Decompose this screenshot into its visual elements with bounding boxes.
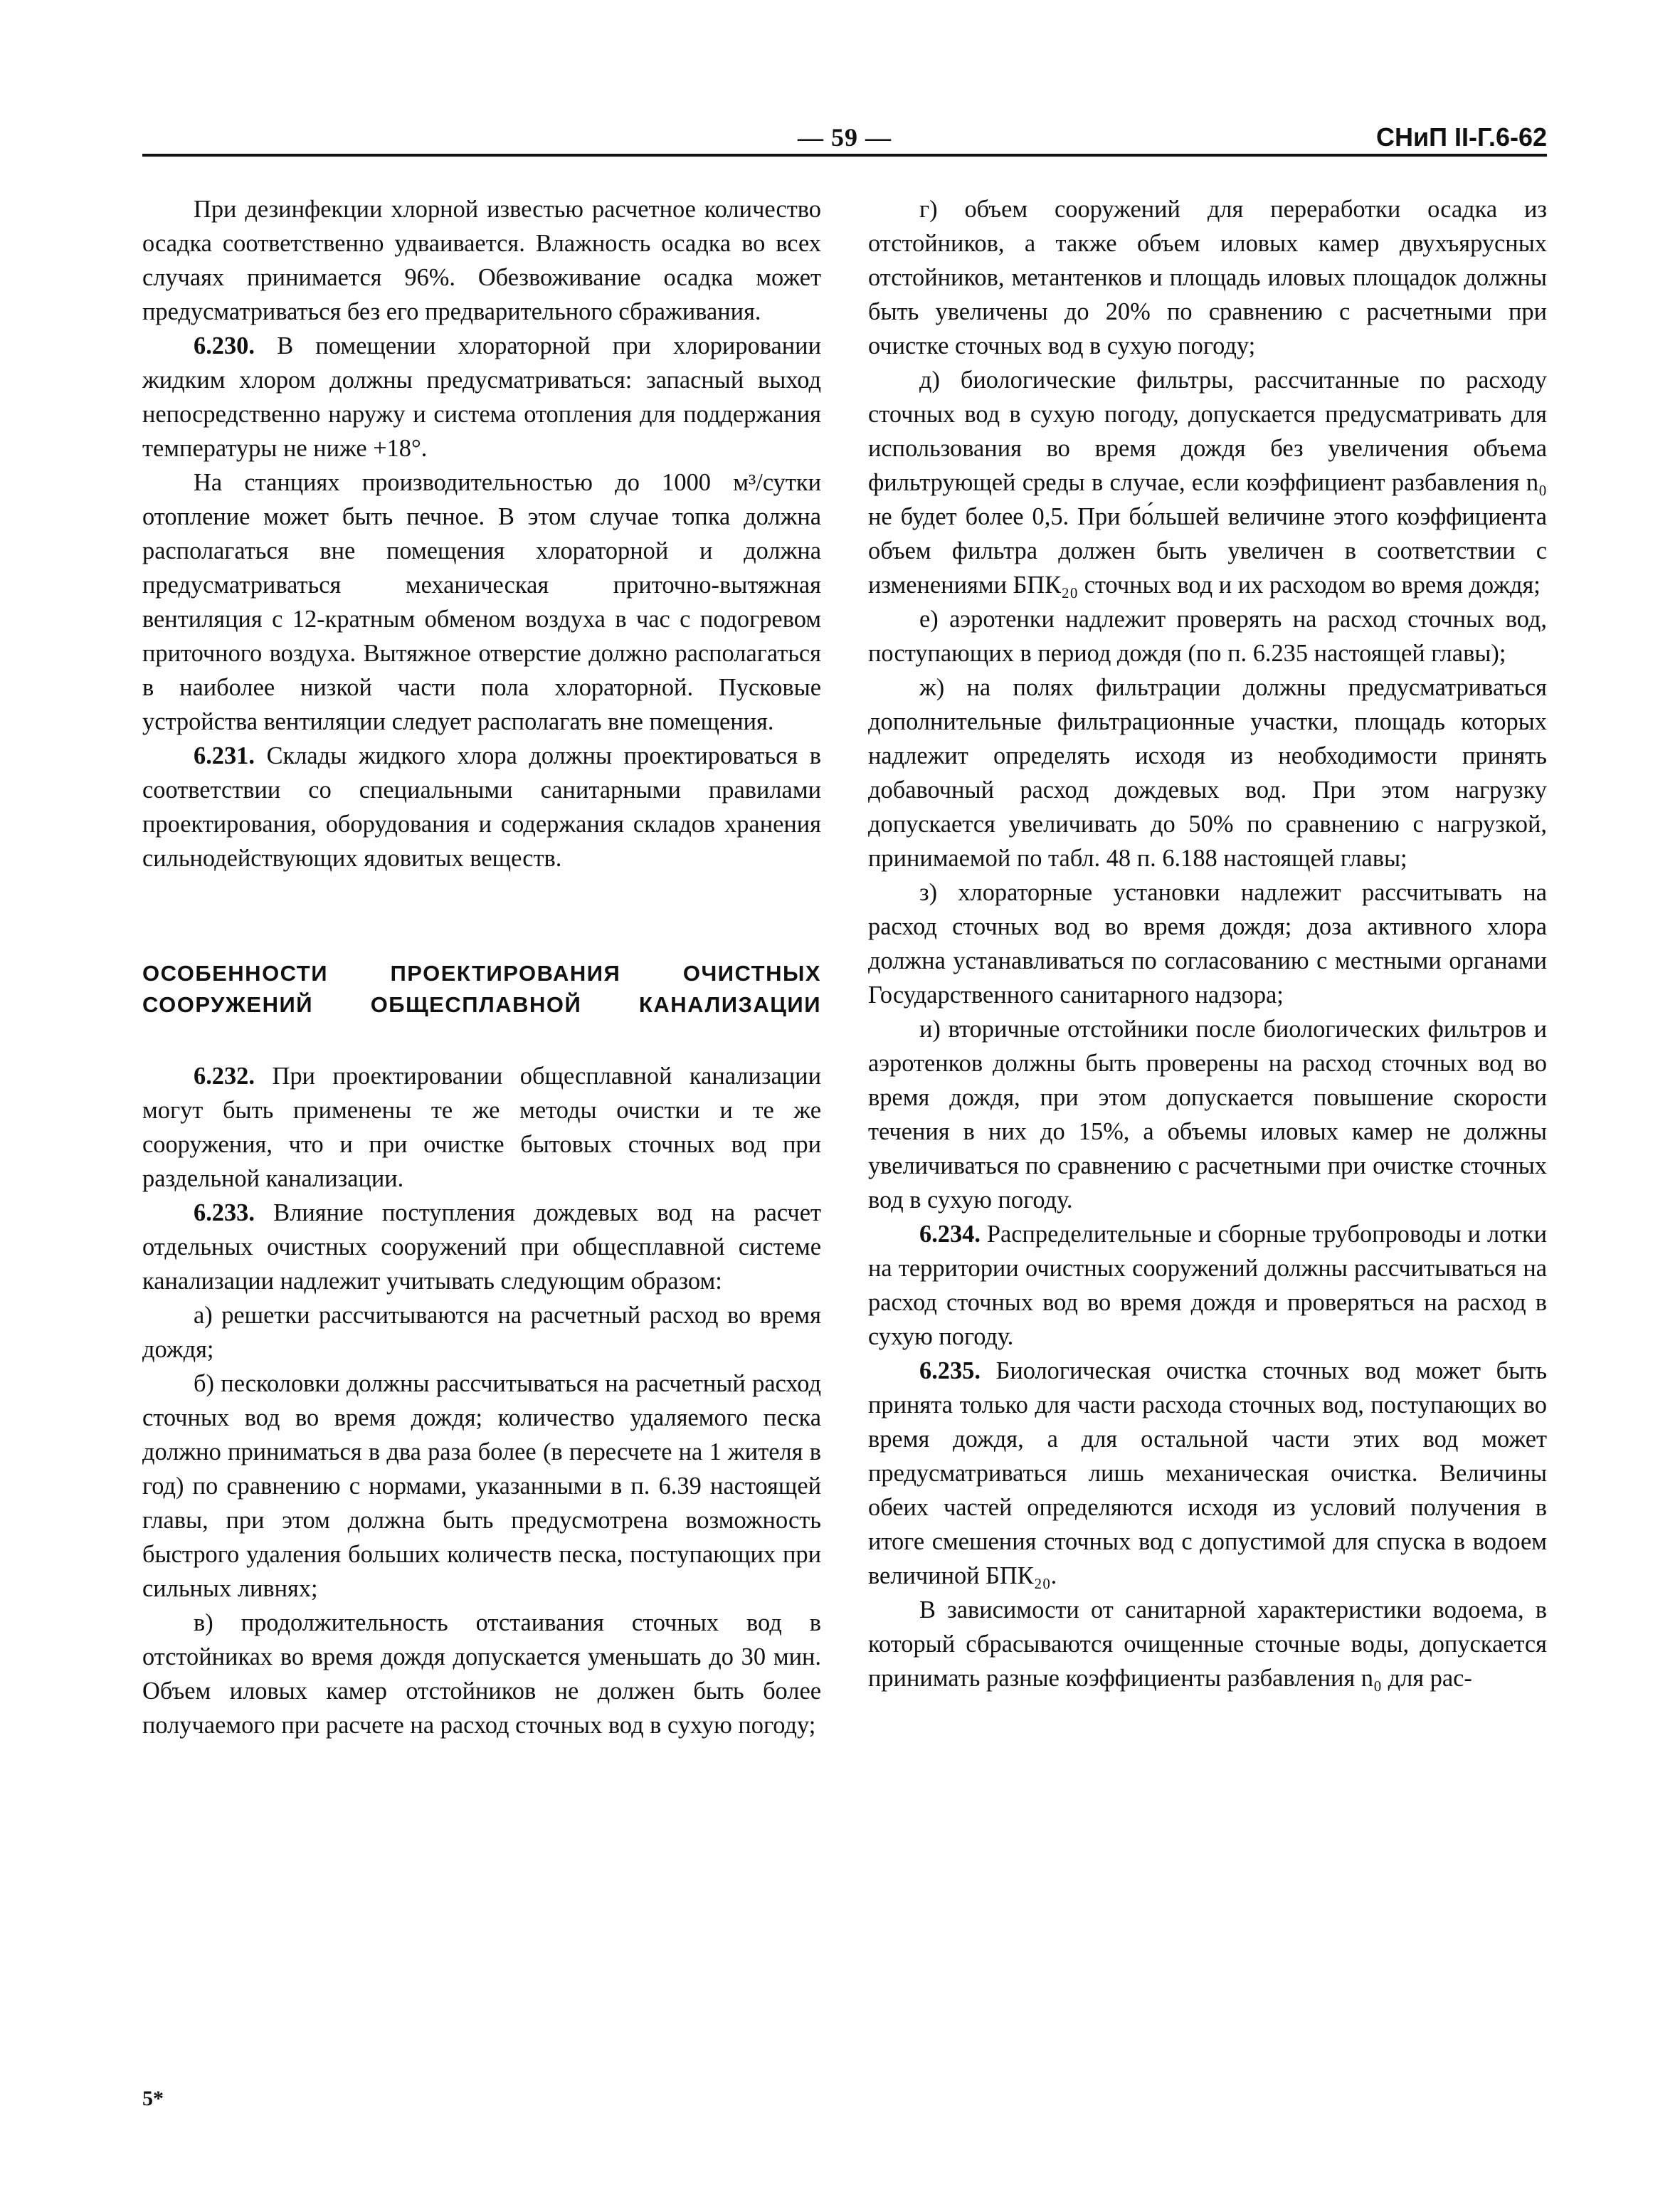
section-number: 6.234. xyxy=(919,1221,981,1248)
paragraph-text: Биологическая очистка сточных вод может быть принята только для части расхода сточных вод, поступающих во время дождя, а для остальной части этих вод может предусматриваться лишь механическая очистка. Величины обеих частей определяются исходя из условий получения в итоге смешения сточных вод с допустимой для спуска в водоем величиной БПК₂₀. xyxy=(868,1357,1547,1589)
list-item: в) продолжительность отстаивания сточных вод в отстойниках во время дождя допускается уменьшать до 30 мин. Объем иловых камер отстойников не должен быть более получаемого при расчете на расход сточных вод в сухую погоду; xyxy=(142,1609,821,1739)
header-rule xyxy=(142,154,1547,157)
section-number: 6.231. xyxy=(194,742,255,769)
paragraph-6-230 xyxy=(142,329,821,465)
paragraph: На станциях производительностью до 1000 м³/сутки отопление может быть печное. В этом случае топка должна располагаться вне помещения хлораторной и должна предусматриваться механическая приточно-вытяжная вентиляция с 12-кратным обменом воздуха в час с подогревом приточного воздуха. Вытяжное отверстие должно располагаться в наиболее низкой части пола хлораторной. Пусковые устройства вентиляции следует располагать вне помещения. xyxy=(142,469,821,735)
list-item: д) биологические фильтры, рассчитанные по расходу сточных вод в сухую погоду, допускается предусматривать для использования во время дождя без увеличения объема фильтрующей среды в случае, если коэффициент разбавления n₀ не будет более 0,5. При бо́льшей величине этого коэффициента объем фильтра должен быть увеличен в соответствии с изменениями БПК₂₀ сточных вод и их расходом во время дождя; xyxy=(868,367,1547,599)
page-number: — 59 — xyxy=(798,123,892,152)
paragraph-6-234 xyxy=(868,1217,1547,1354)
paragraph-text: В помещении хлораторной при хлорировании жидким хлором должны предусматриваться: запасный выход непосредственно наружу и система отопления для поддержания температуры не ниже +18°. xyxy=(142,332,821,462)
paragraph-text: Распределительные и сборные трубопроводы и лотки на территории очистных сооружений должны рассчитываться на расход сточных вод во время дождя и проверяться на расход в сухую погоду. xyxy=(868,1221,1547,1350)
paragraph-text: Склады жидкого хлора должны проектироваться в соответствии со специальными санитарными правилами проектирования, оборудования и содержания складов хранения сильнодействующих ядовитых веществ. xyxy=(142,742,821,872)
list-item: е) аэротенки надлежит проверять на расход сточных вод, поступающих в период дождя (по п. 6.235 настоящей главы); xyxy=(868,606,1547,667)
paragraph-6-231 xyxy=(142,739,821,875)
paragraph-6-235 xyxy=(868,1354,1547,1593)
heading-line: СООРУЖЕНИЙ ОБЩЕСПЛАВНОЙ КАНАЛИЗАЦИИ xyxy=(142,992,821,1017)
section-number: 6.235. xyxy=(919,1357,981,1384)
left-column xyxy=(142,192,821,1742)
paragraph-text: Влияние поступления дождевых вод на расчет отдельных очистных сооружений при общесплавной системе канализации надлежит учитывать следующим образом: xyxy=(142,1199,821,1295)
paragraph-6-232 xyxy=(142,1059,821,1196)
list-item: ж) на полях фильтрации должны предусматриваться дополнительные фильтрационные участки, площадь которых надлежит определять исходя из необходимости принять добавочный расход дождевых вод. При этом нагрузку допускается увеличивать до 50% по сравнению с нагрузкой, принимаемой по табл. 48 п. 6.188 настоящей главы; xyxy=(868,674,1547,872)
section-number: 6.230. xyxy=(194,332,255,359)
paragraph: В зависимости от санитарной характеристики водоема, в который сбрасываются очищенные сточные воды, допускается принимать разные коэффициенты разбавления n₀ для рас- xyxy=(868,1596,1547,1692)
paragraph-6-233 xyxy=(142,1196,821,1298)
list-item: г) объем сооружений для переработки осадка из отстойников, а также объем иловых камер двухъярусных отстойников, метантенков и площадь иловых площадок должны быть увеличены до 20% по сравнению с расчетными при очистке сточных вод в сухую погоду; xyxy=(868,196,1547,359)
heading-line: ОСОБЕННОСТИ ПРОЕКТИРОВАНИЯ ОЧИСТНЫХ xyxy=(142,961,821,986)
signature-mark: 5* xyxy=(142,2087,164,2110)
list-item: з) хлораторные установки надлежит рассчитывать на расход сточных вод во время дождя; доза активного хлора должна устанавливаться по согласованию с местными органами Государственного санитарного надзора; xyxy=(868,879,1547,1009)
section-number: 6.232. xyxy=(194,1063,255,1090)
document-code: СНиП II-Г.6-62 xyxy=(1376,122,1547,152)
list-item: и) вторичные отстойники после биологических фильтров и аэротенков должны быть проверены на расход сточных вод во время дождя, при этом допускается повышение скорости течения в них до 15%, а объемы иловых камер не должны увеличиваться по сравнению с расчетными при очистке сточных вод в сухую погоду. xyxy=(868,1016,1547,1213)
list-item: б) песколовки должны рассчитываться на расчетный расход сточных вод во время дождя; количество удаляемого песка должно приниматься в два раза более (в пересчете на 1 жителя в год) по сравнению с нормами, указанными в п. 6.39 настоящей главы, при этом должна быть предусмотрена возможность быстрого удаления больших количеств песка, поступающих при сильных ливнях; xyxy=(142,1370,821,1602)
list-item: а) решетки рассчитываются на расчетный расход во время дождя; xyxy=(142,1302,821,1363)
section-heading xyxy=(142,958,821,1021)
paragraph-text: При проектировании общесплавной канализации могут быть применены те же методы очистки и те же сооружения, что и при очистке бытовых сточных вод при раздельной канализации. xyxy=(142,1063,821,1192)
paragraph: При дезинфекции хлорной известью расчетное количество осадка соответственно удваивается. Влажность осадка во всех случаях принимается 96%. Обезвоживание осадка может предусматриваться без его предварительного сбраживания. xyxy=(142,196,821,325)
right-column xyxy=(868,192,1547,1695)
section-number: 6.233. xyxy=(194,1199,255,1226)
